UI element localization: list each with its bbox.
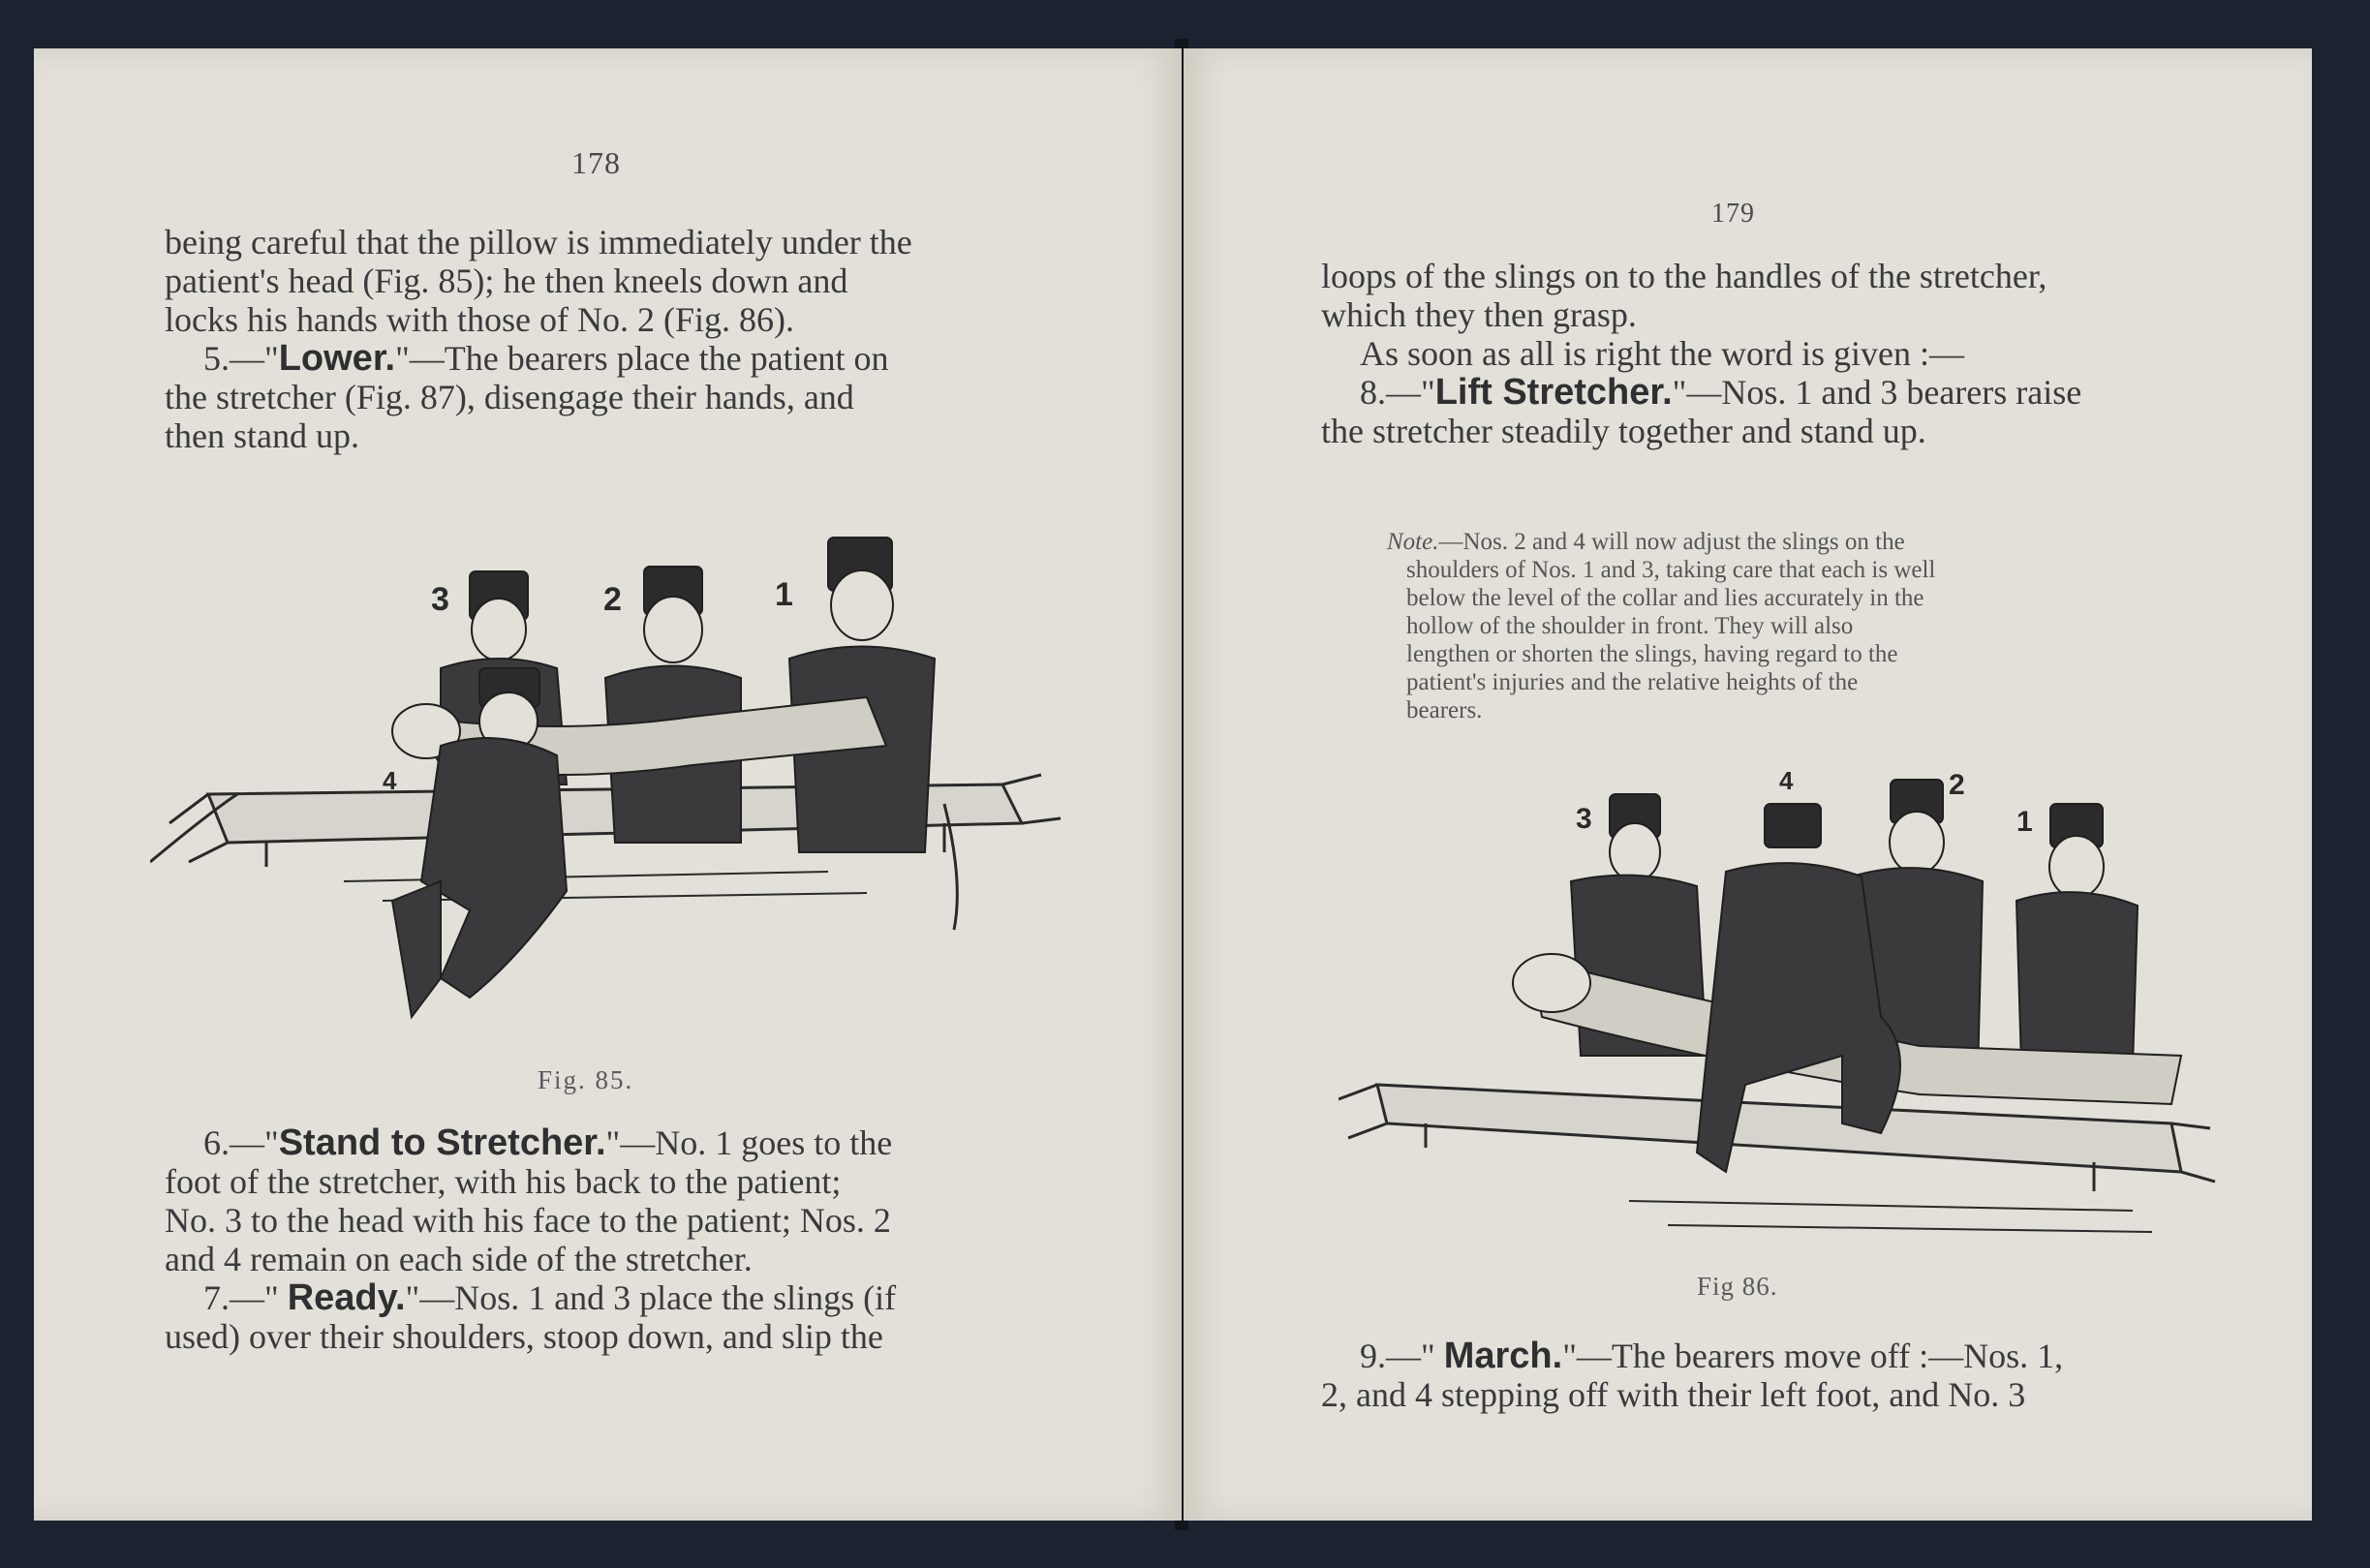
left-body-bottom <box>165 1123 1075 1356</box>
para-8-heading <box>1321 373 2207 412</box>
text-line: loops of the slings on to the handles of the stretcher, <box>1321 257 2047 295</box>
bearer-label-1: 1 <box>2016 806 2033 838</box>
text-line: used) over their shoulders, stoop down, and slip the <box>165 1317 883 1356</box>
page-number: 178 <box>571 145 621 180</box>
page-number: 179 <box>1711 199 1755 229</box>
bearer-label-3: 3 <box>431 581 449 618</box>
note-line: below the level of the collar and lies accurately in the <box>1406 585 1924 611</box>
text-line: which they then grasp. <box>1321 295 1637 334</box>
note-line: patient's injuries and the relative heights of the <box>1406 669 1859 695</box>
left-body-top <box>165 223 1075 455</box>
bearer-label-3: 3 <box>1576 803 1592 835</box>
command-ready: Ready. <box>287 1277 406 1318</box>
text-line: As soon as all is right the word is given :— <box>1360 334 1964 373</box>
note-text: —Nos. 2 and 4 will now adjust the slings on the <box>1438 529 1905 555</box>
bearer-label-1: 1 <box>775 576 793 613</box>
left-page <box>34 48 1182 1521</box>
text-line: then stand up. <box>165 416 359 455</box>
right-page <box>1184 48 2312 1521</box>
text-line: being careful that the pillow is immediately under the <box>165 223 912 261</box>
text-line: the stretcher (Fig. 87), disengage their hands, and <box>165 378 854 416</box>
bearer-label-2: 2 <box>603 581 622 618</box>
bearer-label-2: 2 <box>1949 769 1965 801</box>
figure-85-caption: Fig. 85. <box>538 1065 634 1094</box>
command-lift-stretcher: Lift Stretcher. <box>1434 372 1673 413</box>
para-number: 5.—" <box>203 339 279 378</box>
para-text: "—Nos. 1 and 3 place the slings (if <box>405 1278 897 1317</box>
command-march: March. <box>1443 1336 1563 1376</box>
note-line: shoulders of Nos. 1 and 3, taking care that each is well <box>1406 557 1936 583</box>
para-text: "—No. 1 goes to the <box>605 1123 893 1162</box>
text-line: No. 3 to the head with his face to the patient; Nos. 2 <box>165 1201 891 1240</box>
para-number: 7.—" <box>203 1278 288 1317</box>
para-text: "—The bearers move off :—Nos. 1, <box>1562 1337 2064 1375</box>
para-text: "—The bearers place the patient on <box>395 339 889 378</box>
para-5-heading <box>165 339 1075 378</box>
para-6-heading <box>165 1123 1075 1162</box>
para-text: "—Nos. 1 and 3 bearers raise <box>1672 373 2082 412</box>
text-line: patient's head (Fig. 85); he then kneels down and <box>165 261 848 300</box>
para-number: 6.—" <box>203 1123 279 1162</box>
command-stand-to-stretcher: Stand to Stretcher. <box>278 1122 606 1163</box>
para-9-heading <box>1321 1337 2207 1375</box>
text-line: the stretcher steadily together and stand up. <box>1321 412 1926 450</box>
bearer-label-4: 4 <box>1779 766 1794 795</box>
note-line: hollow of the shoulder in front. They will also <box>1406 613 1854 639</box>
bearer-label-4: 4 <box>383 766 397 795</box>
text-line: foot of the stretcher, with his back to the patient; <box>165 1162 842 1201</box>
note-line: lengthen or shorten the slings, having regard to the <box>1406 641 1898 667</box>
text-line: 2, and 4 stepping off with their left foot, and No. 3 <box>1321 1375 2026 1414</box>
right-body-bottom <box>1321 1337 2207 1414</box>
note-label: Note. <box>1387 529 1439 555</box>
right-body-top <box>1321 257 2207 450</box>
note-block <box>1387 528 2208 724</box>
figure-86-caption: Fig 86. <box>1697 1272 1778 1301</box>
para-number: 9.—" <box>1360 1337 1444 1375</box>
figure-86-illustration <box>1339 765 2230 1269</box>
para-number: 8.—" <box>1360 373 1435 412</box>
figure-85-illustration <box>150 475 1080 1036</box>
command-lower: Lower. <box>278 338 396 379</box>
note-line <box>1387 528 2208 556</box>
text-line: and 4 remain on each side of the stretcher. <box>165 1240 753 1278</box>
note-line: bearers. <box>1406 697 1483 723</box>
para-7-heading <box>165 1278 1075 1317</box>
text-line: locks his hands with those of No. 2 (Fig. 86). <box>165 300 794 339</box>
